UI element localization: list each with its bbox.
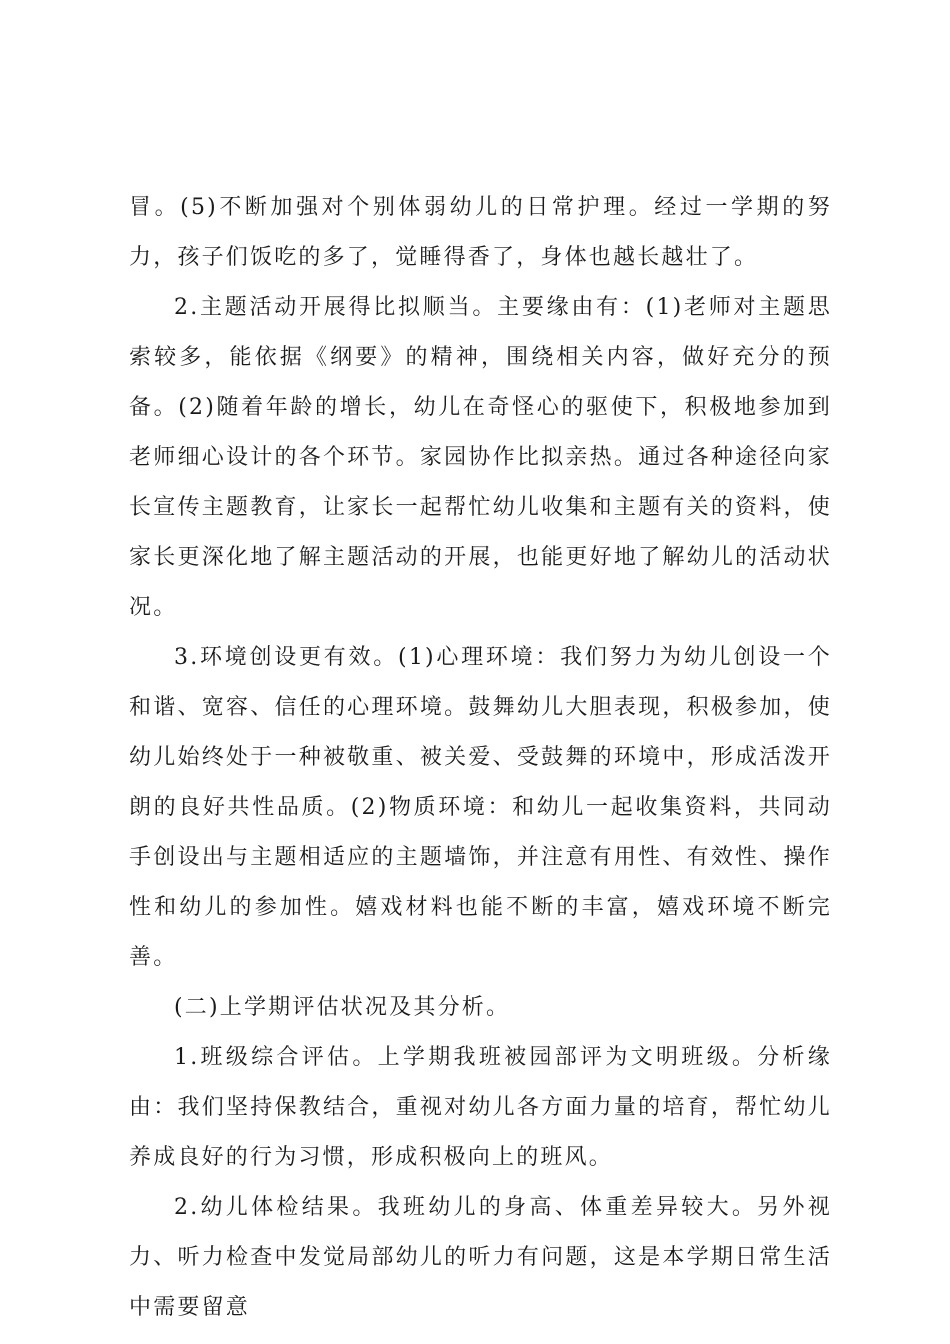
paragraph-continuation: 冒。(5)不断加强对个别体弱幼儿的日常护理。经过一学期的努力，孩子们饭吃的多了，觉睡得香了，身体也越长越壮了。 — [129, 195, 832, 270]
paragraph-class-evaluation: 1.班级综合评估。上学期我班被园部评为文明班级。分析缘由：我们坚持保教结合，重视对幼儿各方面力量的培育，帮忙幼儿养成良好的行为习惯，形成积极向上的班风。 — [129, 1045, 832, 1170]
document-body — [129, 183, 832, 1333]
paragraph-section-heading: (二)上学期评估状况及其分析。 — [174, 995, 511, 1020]
paragraph-health-check: 2.幼儿体检结果。我班幼儿的身高、体重差异较大。另外视力、听力检查中发觉局部幼儿的听力有问题，这是本学期日常生活中需要留意 — [129, 1195, 832, 1320]
paragraph-environment: 3.环境创设更有效。(1)心理环境：我们努力为幼儿创设一个和谐、宽容、信任的心理环境。鼓舞幼儿大胆表现，积极参加，使幼儿始终处于一种被敬重、被关爱、受鼓舞的环境中，形成活泼开朗的良好共性品质。(2)物质环境：和幼儿一起收集资料，共同动手创设出与主题相适应的主题墙饰，并注意有用性、有效性、操作性和幼儿的参加性。嬉戏材料也能不断的丰富，嬉戏环境不断完善。 — [129, 645, 832, 970]
paragraph-theme-activities: 2.主题活动开展得比拟顺当。主要缘由有：(1)老师对主题思索较多，能依据《纲要》的精神，围绕相关内容，做好充分的预备。(2)随着年龄的增长，幼儿在奇怪心的驱使下，积极地参加到老师细心设计的各个环节。家园协作比拟亲热。通过各种途径向家长宣传主题教育，让家长一起帮忙幼儿收集和主题有关的资料，使家长更深化地了解主题活动的开展，也能更好地了解幼儿的活动状况。 — [129, 295, 832, 620]
